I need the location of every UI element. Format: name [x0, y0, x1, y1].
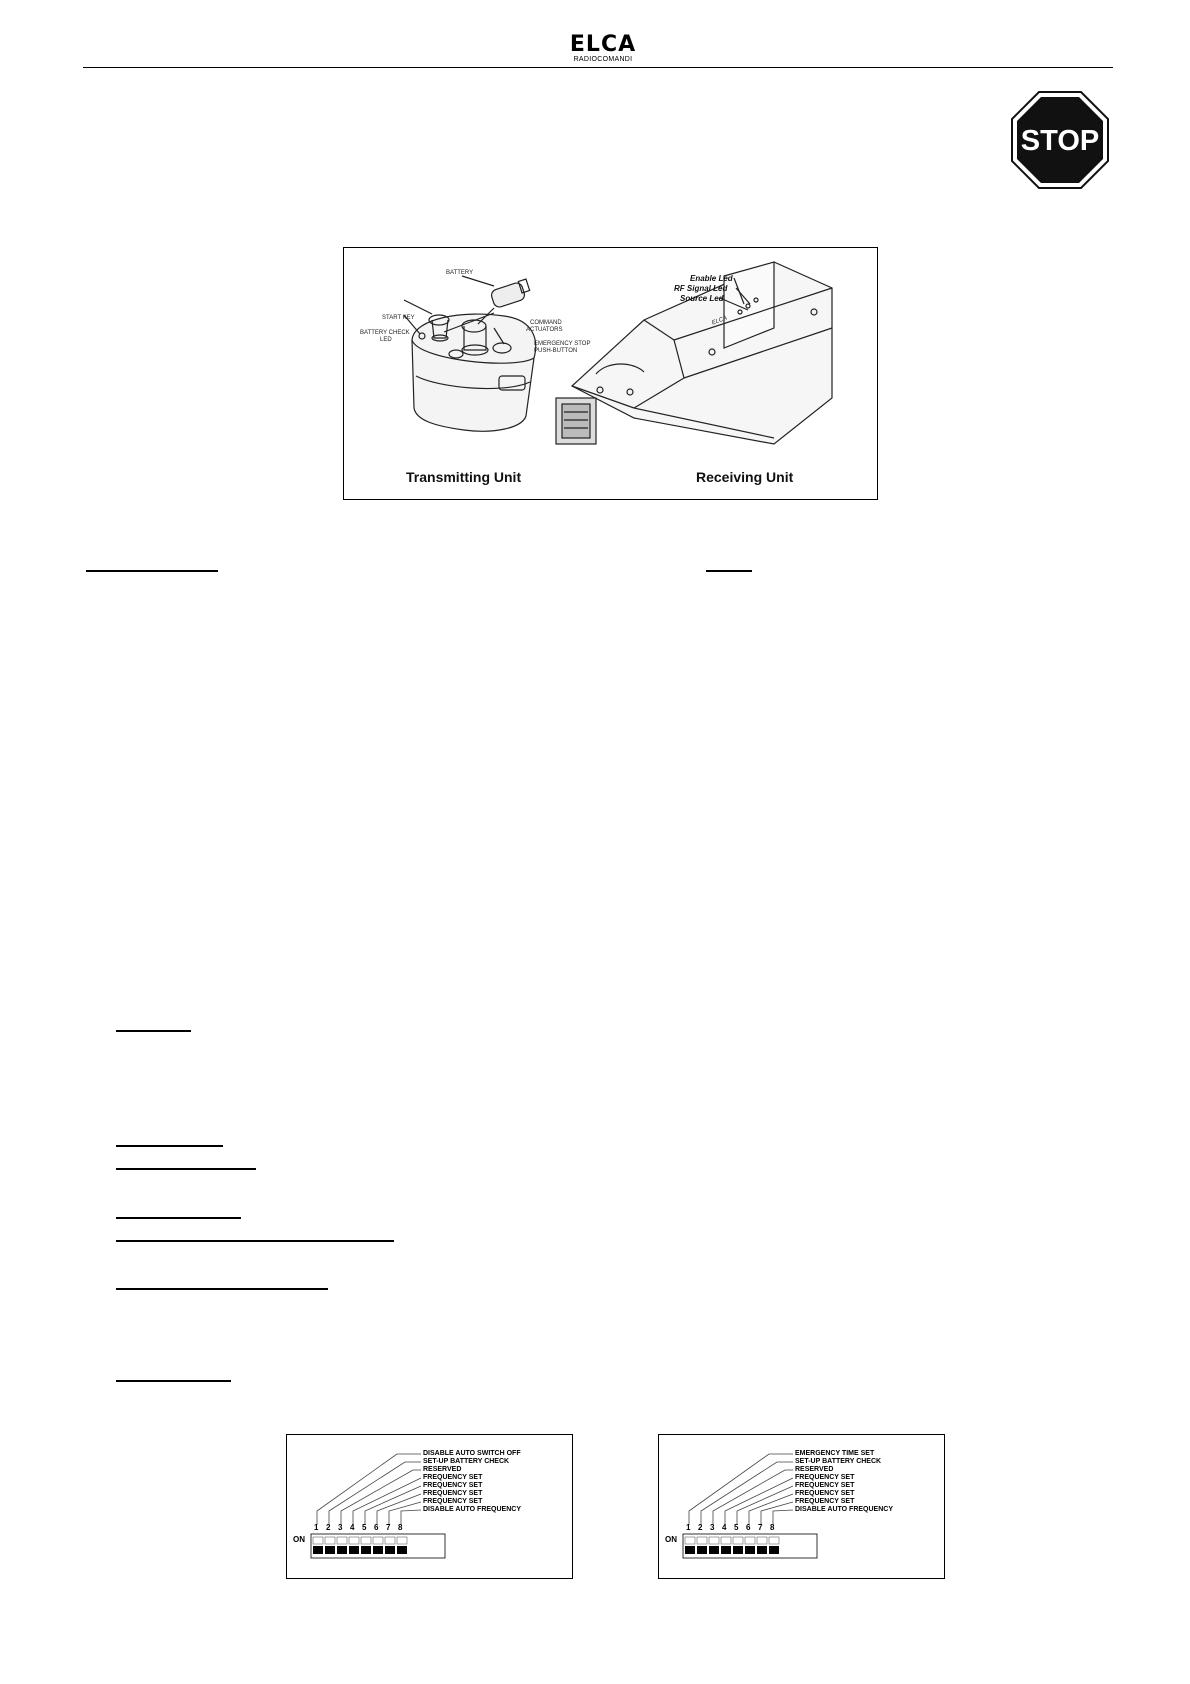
heading-underline-section-e [116, 1240, 394, 1242]
dip-number: 7 [758, 1523, 763, 1532]
dip-label: DISABLE AUTO FREQUENCY [423, 1506, 522, 1513]
label-source-led: Source Led [680, 294, 724, 303]
caption-receiving-unit: Receiving Unit [696, 469, 794, 485]
heading-underline-section-a [116, 1030, 191, 1032]
dip-switch-diagram-receiver [658, 1434, 945, 1579]
dip-number: 4 [722, 1523, 727, 1532]
caption-transmitting-unit: Transmitting Unit [406, 469, 522, 485]
dip-number: 8 [398, 1523, 403, 1532]
dip-label: FREQUENCY SET [423, 1490, 483, 1497]
dip-number: 1 [686, 1523, 691, 1532]
units-illustration [344, 248, 877, 499]
dip-on-label: ON [293, 1535, 305, 1544]
label-battery-check-led-2: LED [380, 337, 392, 343]
heading-underline-section-f [116, 1288, 328, 1290]
label-rf-signal-led: RF Signal Led [674, 284, 728, 293]
brand-tagline: RADIOCOMANDI [573, 56, 633, 63]
dip-label: DISABLE AUTO FREQUENCY [795, 1506, 894, 1513]
heading-underline-section-b [116, 1145, 223, 1147]
heading-underline-section-d [116, 1217, 241, 1219]
dip-label: FREQUENCY SET [423, 1498, 483, 1505]
stop-sign-icon [1010, 90, 1110, 190]
dip-label: RESERVED [795, 1466, 834, 1473]
label-command-actuators-2: ACTUATORS [526, 327, 563, 333]
stop-sign-text: STOP [1020, 125, 1100, 157]
label-enable-led: Enable Led [690, 274, 733, 283]
dip-number: 2 [698, 1523, 703, 1532]
dip-label: SET-UP BATTERY CHECK [795, 1458, 882, 1465]
label-command-actuators: COMMAND [530, 320, 562, 326]
dip-number: 8 [770, 1523, 775, 1532]
dip-number: 1 [314, 1523, 319, 1532]
heading-underline-left [86, 570, 218, 572]
label-battery: BATTERY [446, 270, 474, 276]
receiver-logo: ELCA [711, 315, 729, 327]
dip-switch-diagram-transmitter [286, 1434, 573, 1579]
dip-number: 2 [326, 1523, 331, 1532]
label-battery-check-led: BATTERY CHECK [360, 330, 410, 336]
dip-label: FREQUENCY SET [795, 1490, 855, 1497]
dip-number: 3 [710, 1523, 715, 1532]
dip-label: FREQUENCY SET [795, 1482, 855, 1489]
heading-underline-section-c [116, 1168, 256, 1170]
dip-label: FREQUENCY SET [795, 1498, 855, 1505]
heading-underline-right [706, 570, 752, 572]
label-emergency-stop: EMERGENCY STOP [534, 341, 591, 347]
dip-label: SET-UP BATTERY CHECK [423, 1458, 510, 1465]
dip-number: 5 [362, 1523, 367, 1532]
label-emergency-stop-2: PUSH-BUTTON [534, 348, 578, 354]
dip-label: RESERVED [423, 1466, 462, 1473]
dip-label: FREQUENCY SET [423, 1474, 483, 1481]
dip-label: FREQUENCY SET [423, 1482, 483, 1489]
transmitter-drawing [404, 276, 536, 431]
brand-logo: ELCA [569, 32, 637, 57]
dip-on-label: ON [665, 1535, 677, 1544]
dip-label: DISABLE AUTO SWITCH OFF [423, 1450, 521, 1457]
dip-number: 3 [338, 1523, 343, 1532]
label-start-key: START KEY [382, 315, 415, 321]
dip-label: FREQUENCY SET [795, 1474, 855, 1481]
dip-number: 6 [374, 1523, 379, 1532]
dip-number: 7 [386, 1523, 391, 1532]
dip-number: 6 [746, 1523, 751, 1532]
header-rule [83, 67, 1113, 68]
dip-number: 4 [350, 1523, 355, 1532]
product-figure [343, 247, 878, 500]
heading-underline-section-g [116, 1380, 231, 1382]
dip-label: EMERGENCY TIME SET [795, 1450, 875, 1457]
dip-number: 5 [734, 1523, 739, 1532]
